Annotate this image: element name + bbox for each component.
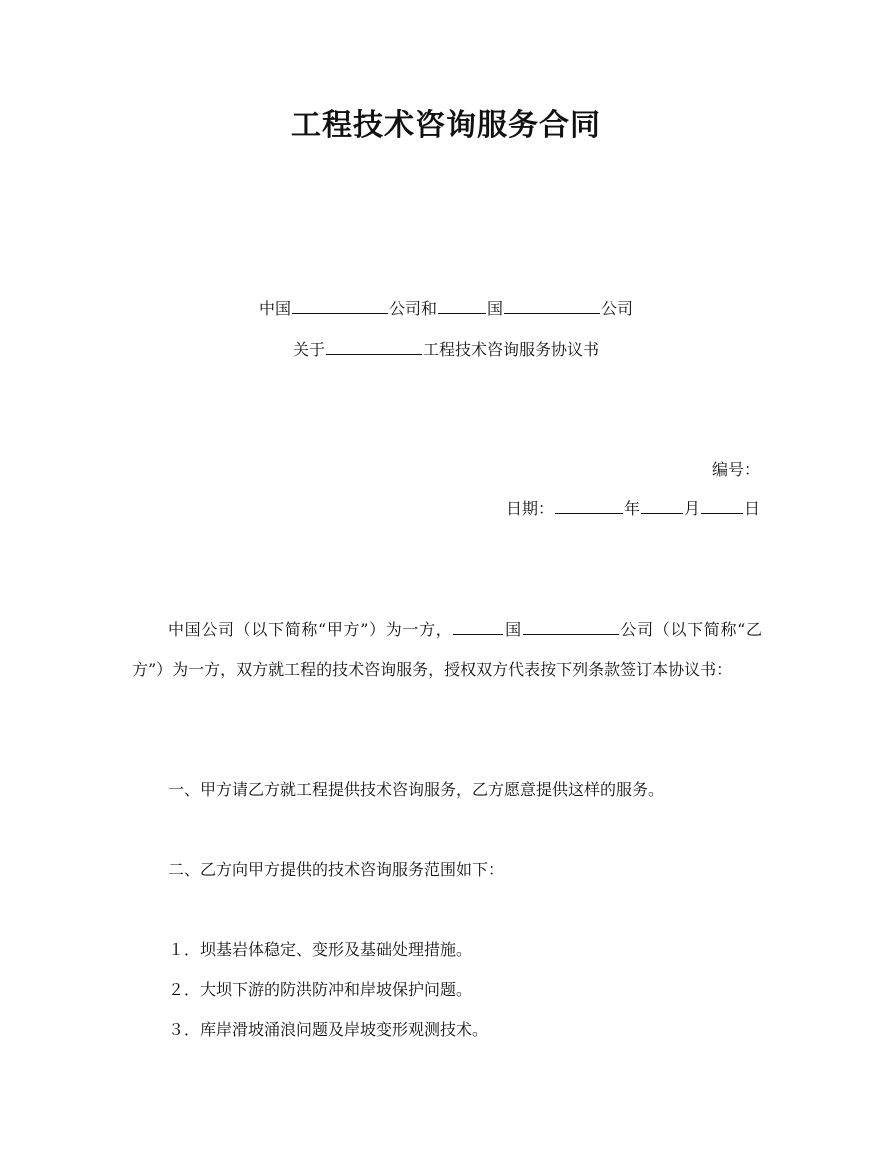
blank-year <box>555 497 623 514</box>
blank-company-foreign <box>504 297 600 314</box>
scope-item-2: ２．大坝下游的防洪防冲和岸坡保护问题。 <box>168 980 473 999</box>
blank-party-b-country <box>453 618 503 635</box>
parties-text-3: 国 <box>487 299 504 318</box>
intro-paragraph <box>132 610 762 690</box>
blank-day <box>701 497 743 514</box>
clause-2: 二、乙方向甲方提供的技术咨询服务范围如下： <box>168 860 505 879</box>
parties-text-2: 公司和 <box>388 299 437 318</box>
contract-number: 编号： <box>711 460 760 479</box>
date-day-label: 日 <box>743 499 760 518</box>
intro-text-1: 中国公司（以下简称“甲方”）为一方， <box>168 620 453 639</box>
scope-item-3: ３．库岸滑坡涌浪问题及岸坡变形观测技术。 <box>168 1020 489 1039</box>
parties-line <box>0 297 892 321</box>
clause-1: 一、甲方请乙方就工程提供技术咨询服务，乙方愿意提供这样的服务。 <box>168 780 665 799</box>
blank-party-b-company <box>523 618 619 635</box>
scope-item-1: １．坝基岩体稳定、变形及基础处理措施。 <box>168 940 473 959</box>
parties-text-1: 中国 <box>258 299 291 318</box>
date-label: 日期： <box>505 499 554 518</box>
blank-company-cn <box>292 297 388 314</box>
blank-month <box>641 497 683 514</box>
date-month-label: 月 <box>683 499 700 518</box>
date-line <box>506 497 760 521</box>
intro-text-3: 公司（以下简称“乙方”）为一方，双方就工程的技术咨询服务，授权双方代表按下列条款签订本协议书： <box>132 620 762 679</box>
subject-text-1: 关于 <box>292 340 325 359</box>
blank-project-name <box>326 338 422 355</box>
document-title: 工程技术咨询服务合同 <box>291 108 601 143</box>
parties-text-4: 公司 <box>601 299 634 318</box>
blank-country <box>438 297 486 314</box>
date-year-label: 年 <box>623 499 640 518</box>
subject-line <box>0 338 892 362</box>
intro-text-2: 国 <box>504 620 522 639</box>
subject-text-2: 工程技术咨询服务协议书 <box>423 340 600 359</box>
